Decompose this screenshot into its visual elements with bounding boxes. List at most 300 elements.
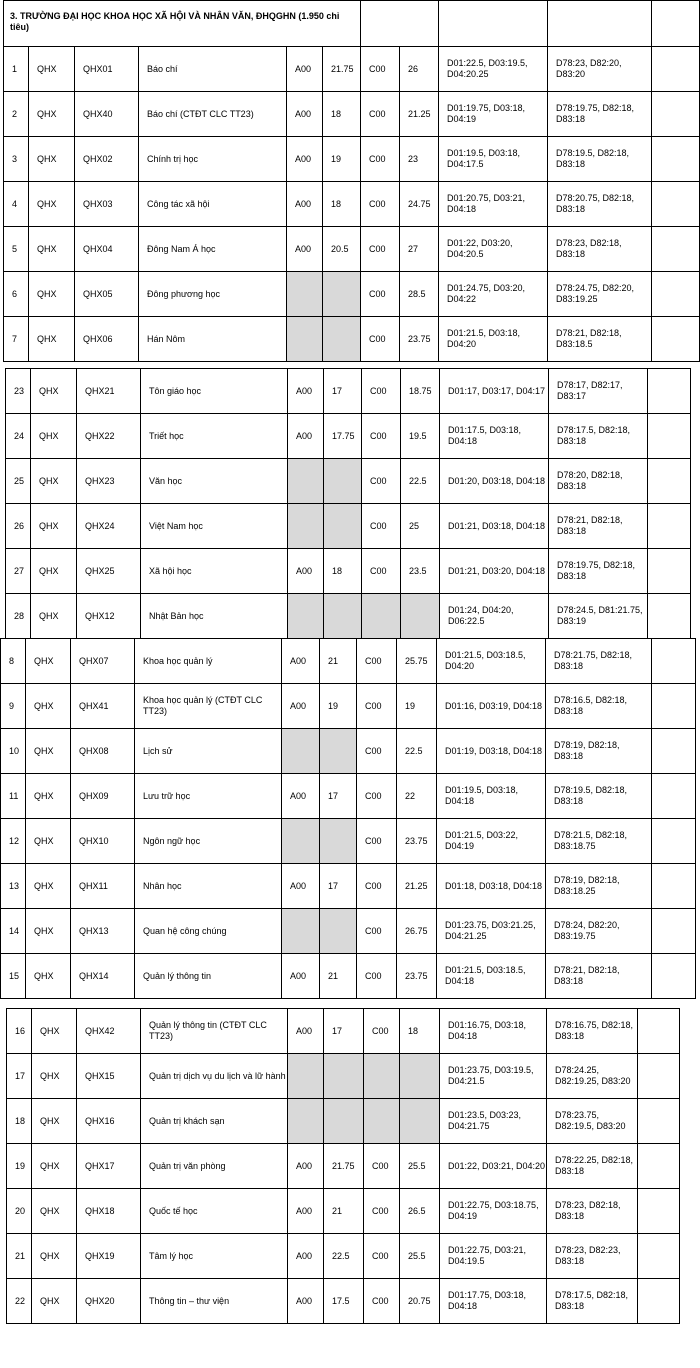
cell-major-name: Quản lý thông tin <box>135 954 282 999</box>
cell-score-c: 26 <box>400 47 439 92</box>
cell-stt: 13 <box>1 864 26 909</box>
cell-major-code: QHX23 <box>77 459 141 504</box>
cell-score-a: 22.5 <box>324 1234 364 1279</box>
table-row <box>4 227 700 272</box>
cell-score-a <box>320 729 357 774</box>
cell-scores-d-group1: D01:21, D03:18, D04:18 <box>440 504 549 549</box>
cell-scores-d-group1: D01:19.5, D03:18, D04:17.5 <box>439 137 548 182</box>
table-row <box>1 774 696 819</box>
cell-combo-a: A00 <box>287 227 323 272</box>
cell-school-code: QHX <box>32 1144 77 1189</box>
cell-combo-c: C00 <box>361 317 400 362</box>
cell-score-a: 17 <box>324 369 362 414</box>
cell-scores-d-group2: D78:24.75, D82:20, D83:19.25 <box>548 272 652 317</box>
cell-school-code: QHX <box>26 684 71 729</box>
cell-stt: 7 <box>4 317 29 362</box>
cell-combo-c: C00 <box>362 504 401 549</box>
cell-scores-d-group1: D01:16, D03:19, D04:18 <box>437 684 546 729</box>
cell-score-c: 22 <box>397 774 437 819</box>
table-row <box>1 684 696 729</box>
cell-major-name: Đông Nam Á học <box>139 227 287 272</box>
cell-scores-d-group2: D78:23, D82:23, D83:18 <box>547 1234 638 1279</box>
cell-combo-a <box>287 272 323 317</box>
cell-scores-d-group2: D78:21.75, D82:18, D83:18 <box>546 639 652 684</box>
table-row <box>6 459 691 504</box>
cell-blank <box>648 459 691 504</box>
cell-scores-d-group2: D78:24, D82:20, D83:19.75 <box>546 909 652 954</box>
table-row <box>1 954 696 999</box>
cell-blank <box>652 227 700 272</box>
cell-score-a <box>324 459 362 504</box>
cell-combo-a <box>287 317 323 362</box>
cell-major-code: QHX09 <box>71 774 135 819</box>
cell-score-c: 25.5 <box>400 1234 440 1279</box>
cell-score-a: 21.75 <box>323 47 361 92</box>
table-row <box>7 1009 680 1054</box>
cell-blank <box>638 1189 680 1234</box>
cell-school-code: QHX <box>32 1099 77 1144</box>
cell-combo-c: C00 <box>364 1279 400 1324</box>
cell-scores-d-group1: D01:21.5, D03:18.5, D04:20 <box>437 639 546 684</box>
cell-scores-d-group2: D78:19.75, D82:18, D83:18 <box>549 549 648 594</box>
cell-scores-d-group1: D01:21.5, D03:18.5, D04:18 <box>437 954 546 999</box>
cell-scores-d-group2: D78:20, D82:18, D83:18 <box>549 459 648 504</box>
cell-scores-d-group1: D01:22.75, D03:21, D04:19.5 <box>440 1234 547 1279</box>
cell-major-code: QHX02 <box>75 137 139 182</box>
cell-major-code: QHX42 <box>77 1009 141 1054</box>
cell-major-code: QHX14 <box>71 954 135 999</box>
cell-scores-d-group1: D01:23.75, D03:21.25, D04:21.25 <box>437 909 546 954</box>
cell-score-c: 26.5 <box>400 1189 440 1234</box>
cell-major-code: QHX21 <box>77 369 141 414</box>
cell-blank <box>648 414 691 459</box>
cell-stt: 21 <box>7 1234 32 1279</box>
cell-score-c <box>400 1054 440 1099</box>
cell-school-code: QHX <box>29 92 75 137</box>
cell-scores-d-group1: D01:21.5, D03:22, D04:19 <box>437 819 546 864</box>
cell-scores-d-group2: D78:19.5, D82:18, D83:18 <box>548 137 652 182</box>
cell-stt: 22 <box>7 1279 32 1324</box>
cell-scores-d-group2: D78:24.25, D82:19.25, D83:20 <box>547 1054 638 1099</box>
cell-stt: 24 <box>6 414 31 459</box>
cell-score-c <box>400 1099 440 1144</box>
table-row <box>4 137 700 182</box>
cell-combo-c: C00 <box>362 369 401 414</box>
cell-scores-d-group2: D78:19.5, D82:18, D83:18 <box>546 774 652 819</box>
cell-score-a: 18 <box>324 549 362 594</box>
cell-major-name: Tôn giáo học <box>141 369 288 414</box>
cell-stt: 25 <box>6 459 31 504</box>
cell-major-name: Việt Nam học <box>141 504 288 549</box>
table-row <box>6 594 691 639</box>
cell-stt: 6 <box>4 272 29 317</box>
cell-major-name: Quản trị dịch vụ du lịch và lữ hành <box>141 1054 288 1099</box>
table-row <box>6 549 691 594</box>
cell-major-name: Khoa học quản lý <box>135 639 282 684</box>
cell-major-code: QHX25 <box>77 549 141 594</box>
cell-score-c: 19 <box>397 684 437 729</box>
cell-stt: 23 <box>6 369 31 414</box>
cell-school-code: QHX <box>26 954 71 999</box>
cell-stt: 26 <box>6 504 31 549</box>
cell-scores-d-group1: D01:22.5, D03:19.5, D04:20.25 <box>439 47 548 92</box>
cell-major-name: Nhật Bản học <box>141 594 288 639</box>
cell-major-name: Đông phương học <box>139 272 287 317</box>
cell-major-name: Hán Nôm <box>139 317 287 362</box>
cell-school-code: QHX <box>29 227 75 272</box>
cell-score-c: 27 <box>400 227 439 272</box>
cell-scores-d-group2: D78:16.75, D82:18, D83:18 <box>547 1009 638 1054</box>
cell-combo-a: A00 <box>282 684 320 729</box>
table-row <box>6 504 691 549</box>
cell-stt: 15 <box>1 954 26 999</box>
cell-school-code: QHX <box>29 317 75 362</box>
cell-blank <box>648 369 691 414</box>
cell-major-name: Báo chí <box>139 47 287 92</box>
cell-school-code: QHX <box>32 1009 77 1054</box>
cell-score-c: 28.5 <box>400 272 439 317</box>
table-row <box>4 182 700 227</box>
cell-combo-c: C00 <box>362 549 401 594</box>
cell-school-code: QHX <box>29 137 75 182</box>
cell-score-a: 18 <box>323 182 361 227</box>
table-row <box>7 1144 680 1189</box>
cell-scores-d-group2: D78:17.5, D82:18, D83:18 <box>547 1279 638 1324</box>
cell-blank <box>652 272 700 317</box>
cell-stt: 10 <box>1 729 26 774</box>
cell-scores-d-group2: D78:23.75, D82:19.5, D83:20 <box>547 1099 638 1144</box>
cell-combo-c: C00 <box>357 774 397 819</box>
cell-major-code: QHX16 <box>77 1099 141 1144</box>
table-row <box>4 272 700 317</box>
cell-score-c: 21.25 <box>397 864 437 909</box>
table-row <box>4 92 700 137</box>
cell-score-c: 25.75 <box>397 639 437 684</box>
cell-scores-d-group1: D01:18, D03:18, D04:18 <box>437 864 546 909</box>
table-row <box>7 1054 680 1099</box>
cell-school-code: QHX <box>31 414 77 459</box>
cell-school-code: QHX <box>29 272 75 317</box>
cell-scores-d-group2: D78:23, D82:18, D83:18 <box>548 227 652 272</box>
cell-scores-d-group2: D78:19, D82:18, D83:18.25 <box>546 864 652 909</box>
table-block-2 <box>5 368 691 639</box>
cell-combo-a: A00 <box>288 1009 324 1054</box>
cell-score-a: 17.75 <box>324 414 362 459</box>
table-row <box>4 47 700 92</box>
cell-major-code: QHX41 <box>71 684 135 729</box>
cell-school-code: QHX <box>32 1234 77 1279</box>
cell-score-a: 21 <box>320 639 357 684</box>
cell-score-c: 23 <box>400 137 439 182</box>
cell-scores-d-group1: D01:22, D03:20, D04:20.5 <box>439 227 548 272</box>
cell-scores-d-group1: D01:20, D03:18, D04:18 <box>440 459 549 504</box>
cell-school-code: QHX <box>26 639 71 684</box>
cell-blank <box>652 182 700 227</box>
cell-stt: 3 <box>4 137 29 182</box>
cell-blank <box>638 1009 680 1054</box>
cell-combo-a: A00 <box>288 1234 324 1279</box>
cell-score-a: 18 <box>323 92 361 137</box>
cell-combo-a: A00 <box>287 182 323 227</box>
cell-major-code: QHX22 <box>77 414 141 459</box>
cell-stt: 16 <box>7 1009 32 1054</box>
cell-stt: 9 <box>1 684 26 729</box>
cell-blank <box>652 47 700 92</box>
cell-score-c: 20.75 <box>400 1279 440 1324</box>
cell-score-c: 22.5 <box>397 729 437 774</box>
cell-combo-c: C00 <box>364 1009 400 1054</box>
cell-combo-c: C00 <box>364 1234 400 1279</box>
cell-score-c: 26.75 <box>397 909 437 954</box>
cell-combo-c <box>364 1099 400 1144</box>
cell-blank <box>638 1234 680 1279</box>
cell-combo-a: A00 <box>288 414 324 459</box>
cell-scores-d-group1: D01:17, D03:17, D04:17 <box>440 369 549 414</box>
cell-scores-d-group2: D78:20.75, D82:18, D83:18 <box>548 182 652 227</box>
cell-major-name: Văn học <box>141 459 288 504</box>
cell-score-a: 20.5 <box>323 227 361 272</box>
cell-scores-d-group2: D78:21, D82:18, D83:18.5 <box>548 317 652 362</box>
cell-major-code: QHX04 <box>75 227 139 272</box>
cell-score-c: 22.5 <box>401 459 440 504</box>
cell-stt: 28 <box>6 594 31 639</box>
cell-scores-d-group2: D78:17.5, D82:18, D83:18 <box>549 414 648 459</box>
cell-combo-c: C00 <box>361 272 400 317</box>
cell-stt: 19 <box>7 1144 32 1189</box>
table-block-4 <box>6 1008 680 1324</box>
cell-scores-d-group1: D01:23.5, D03:23, D04:21.75 <box>440 1099 547 1144</box>
cell-score-a <box>324 594 362 639</box>
cell-score-a <box>323 272 361 317</box>
cell-score-a: 21 <box>320 954 357 999</box>
cell-blank <box>652 774 696 819</box>
cell-blank <box>652 864 696 909</box>
cell-major-name: Chính trị học <box>139 137 287 182</box>
cell-major-name: Lưu trữ học <box>135 774 282 819</box>
cell-combo-c: C00 <box>357 819 397 864</box>
table-row <box>1 864 696 909</box>
cell-combo-a <box>282 909 320 954</box>
cell-scores-d-group1: D01:21, D03:20, D04:18 <box>440 549 549 594</box>
cell-scores-d-group2: D78:23, D82:18, D83:18 <box>547 1189 638 1234</box>
cell-scores-d-group1: D01:17.5, D03:18, D04:18 <box>440 414 549 459</box>
cell-score-a <box>324 1054 364 1099</box>
cell-combo-c: C00 <box>361 47 400 92</box>
cell-score-a <box>323 317 361 362</box>
cell-school-code: QHX <box>29 182 75 227</box>
cell-score-a <box>320 819 357 864</box>
table-row <box>6 369 691 414</box>
cell-blank <box>648 504 691 549</box>
cell-scores-d-group1: D01:24, D04:20, D06:22.5 <box>440 594 549 639</box>
cell-blank <box>648 594 691 639</box>
table-row <box>6 414 691 459</box>
cell-scores-d-group2: D78:16.5, D82:18, D83:18 <box>546 684 652 729</box>
cell-scores-d-group2: D78:21, D82:18, D83:18 <box>546 954 652 999</box>
cell-blank <box>652 729 696 774</box>
cell-blank <box>652 684 696 729</box>
cell-stt: 5 <box>4 227 29 272</box>
cell-major-name: Công tác xã hội <box>139 182 287 227</box>
cell-combo-a: A00 <box>288 1189 324 1234</box>
cell-combo-a: A00 <box>282 639 320 684</box>
cell-stt: 20 <box>7 1189 32 1234</box>
cell-major-code: QHX13 <box>71 909 135 954</box>
cell-major-code: QHX12 <box>77 594 141 639</box>
cell-scores-d-group1: D01:20.75, D03:21, D04:18 <box>439 182 548 227</box>
cell-score-c: 19.5 <box>401 414 440 459</box>
cell-combo-c: C00 <box>362 414 401 459</box>
cell-school-code: QHX <box>31 594 77 639</box>
cell-score-c: 23.5 <box>401 549 440 594</box>
cell-blank <box>638 1099 680 1144</box>
cell-stt: 17 <box>7 1054 32 1099</box>
cell-school-code: QHX <box>26 729 71 774</box>
cell-major-code: QHX07 <box>71 639 135 684</box>
cell-major-code: QHX10 <box>71 819 135 864</box>
cell-score-a <box>324 504 362 549</box>
cell-scores-d-group1: D01:19.75, D03:18, D04:19 <box>439 92 548 137</box>
cell-scores-d-group1: D01:24.75, D03:20, D04:22 <box>439 272 548 317</box>
cell-stt: 8 <box>1 639 26 684</box>
cell-school-code: QHX <box>26 819 71 864</box>
cell-major-code: QHX17 <box>77 1144 141 1189</box>
cell-stt: 14 <box>1 909 26 954</box>
table-row <box>1 729 696 774</box>
table-row <box>7 1234 680 1279</box>
cell-stt: 2 <box>4 92 29 137</box>
cell-major-code: QHX24 <box>77 504 141 549</box>
cell-major-code: QHX15 <box>77 1054 141 1099</box>
cell-school-code: QHX <box>26 909 71 954</box>
cell-combo-c: C00 <box>357 864 397 909</box>
cell-stt: 27 <box>6 549 31 594</box>
cell-scores-d-group2: D78:24.5, D81:21.75, D83:19 <box>549 594 648 639</box>
cell-combo-a: A00 <box>288 1279 324 1324</box>
cell-blank <box>652 909 696 954</box>
cell-score-c: 18 <box>400 1009 440 1054</box>
cell-combo-a: A00 <box>282 774 320 819</box>
cell-scores-d-group2: D78:19.75, D82:18, D83:18 <box>548 92 652 137</box>
cell-combo-c: C00 <box>364 1144 400 1189</box>
cell-combo-c: C00 <box>361 182 400 227</box>
table-row <box>1 639 696 684</box>
cell-scores-d-group1: D01:22, D03:21, D04:20 <box>440 1144 547 1189</box>
cell-stt: 4 <box>4 182 29 227</box>
cell-combo-a: A00 <box>287 92 323 137</box>
cell-school-code: QHX <box>26 774 71 819</box>
cell-major-name: Thông tin – thư viện <box>141 1279 288 1324</box>
cell-school-code: QHX <box>31 504 77 549</box>
cell-scores-d-group2: D78:17, D82:17, D83:17 <box>549 369 648 414</box>
cell-score-c: 23.75 <box>397 819 437 864</box>
cell-combo-a <box>288 1099 324 1144</box>
cell-combo-a <box>282 729 320 774</box>
cell-score-c: 23.75 <box>397 954 437 999</box>
cell-combo-a: A00 <box>287 137 323 182</box>
cell-combo-a: A00 <box>288 549 324 594</box>
cell-blank <box>652 92 700 137</box>
cell-score-a <box>324 1099 364 1144</box>
cell-score-a: 21 <box>324 1189 364 1234</box>
cell-combo-a: A00 <box>282 954 320 999</box>
cell-score-c: 25.5 <box>400 1144 440 1189</box>
cell-blank <box>638 1054 680 1099</box>
cell-major-name: Ngôn ngữ học <box>135 819 282 864</box>
cell-scores-d-group2: D78:22.25, D82:18, D83:18 <box>547 1144 638 1189</box>
cell-combo-c: C00 <box>357 954 397 999</box>
cell-combo-c: C00 <box>361 227 400 272</box>
cell-blank <box>638 1144 680 1189</box>
cell-school-code: QHX <box>31 369 77 414</box>
table-block-3 <box>0 638 696 999</box>
table-row <box>1 819 696 864</box>
cell-major-name: Quốc tế học <box>141 1189 288 1234</box>
cell-stt: 12 <box>1 819 26 864</box>
cell-scores-d-group1: D01:23.75, D03:19.5, D04:21.5 <box>440 1054 547 1099</box>
cell-score-a: 17 <box>324 1009 364 1054</box>
cell-combo-c: C00 <box>361 92 400 137</box>
cell-combo-c <box>364 1054 400 1099</box>
cell-school-code: QHX <box>32 1189 77 1234</box>
cell-combo-a <box>288 459 324 504</box>
cell-score-c: 24.75 <box>400 182 439 227</box>
cell-school-code: QHX <box>26 864 71 909</box>
cell-score-a: 17.5 <box>324 1279 364 1324</box>
cell-score-a: 21.75 <box>324 1144 364 1189</box>
cell-stt: 11 <box>1 774 26 819</box>
cell-major-code: QHX01 <box>75 47 139 92</box>
cell-blank <box>652 819 696 864</box>
table-row <box>4 317 700 362</box>
cell-score-a <box>320 909 357 954</box>
cell-school-code: QHX <box>31 459 77 504</box>
cell-major-name: Lịch sử <box>135 729 282 774</box>
cell-school-code: QHX <box>29 47 75 92</box>
cell-major-name: Xã hội học <box>141 549 288 594</box>
cell-scores-d-group1: D01:22.75, D03:18.75, D04:19 <box>440 1189 547 1234</box>
cell-major-code: QHX18 <box>77 1189 141 1234</box>
cell-major-name: Triết học <box>141 414 288 459</box>
cell-combo-a <box>288 504 324 549</box>
cell-blank <box>652 954 696 999</box>
cell-combo-a: A00 <box>288 369 324 414</box>
cell-major-code: QHX20 <box>77 1279 141 1324</box>
cell-score-c: 25 <box>401 504 440 549</box>
cell-major-name: Quản lý thông tin (CTĐT CLC TT23) <box>141 1009 288 1054</box>
cell-blank <box>652 137 700 182</box>
cell-scores-d-group2: D78:23, D82:20, D83:20 <box>548 47 652 92</box>
cell-school-code: QHX <box>32 1054 77 1099</box>
cell-combo-a <box>288 1054 324 1099</box>
cell-combo-c: C00 <box>364 1189 400 1234</box>
cell-score-c: 21.25 <box>400 92 439 137</box>
cell-blank <box>652 639 696 684</box>
cell-major-name: Khoa học quản lý (CTĐT CLC TT23) <box>135 684 282 729</box>
cell-major-code: QHX06 <box>75 317 139 362</box>
cell-stt: 1 <box>4 47 29 92</box>
cell-major-code: QHX40 <box>75 92 139 137</box>
cell-major-code: QHX05 <box>75 272 139 317</box>
cell-combo-a: A00 <box>282 864 320 909</box>
cell-score-a: 19 <box>320 684 357 729</box>
cell-major-name: Báo chí (CTĐT CLC TT23) <box>139 92 287 137</box>
cell-major-code: QHX11 <box>71 864 135 909</box>
cell-combo-c <box>362 594 401 639</box>
cell-combo-a: A00 <box>288 1144 324 1189</box>
cell-scores-d-group2: D78:21.5, D82:18, D83:18.75 <box>546 819 652 864</box>
cell-scores-d-group1: D01:19, D03:18, D04:18 <box>437 729 546 774</box>
